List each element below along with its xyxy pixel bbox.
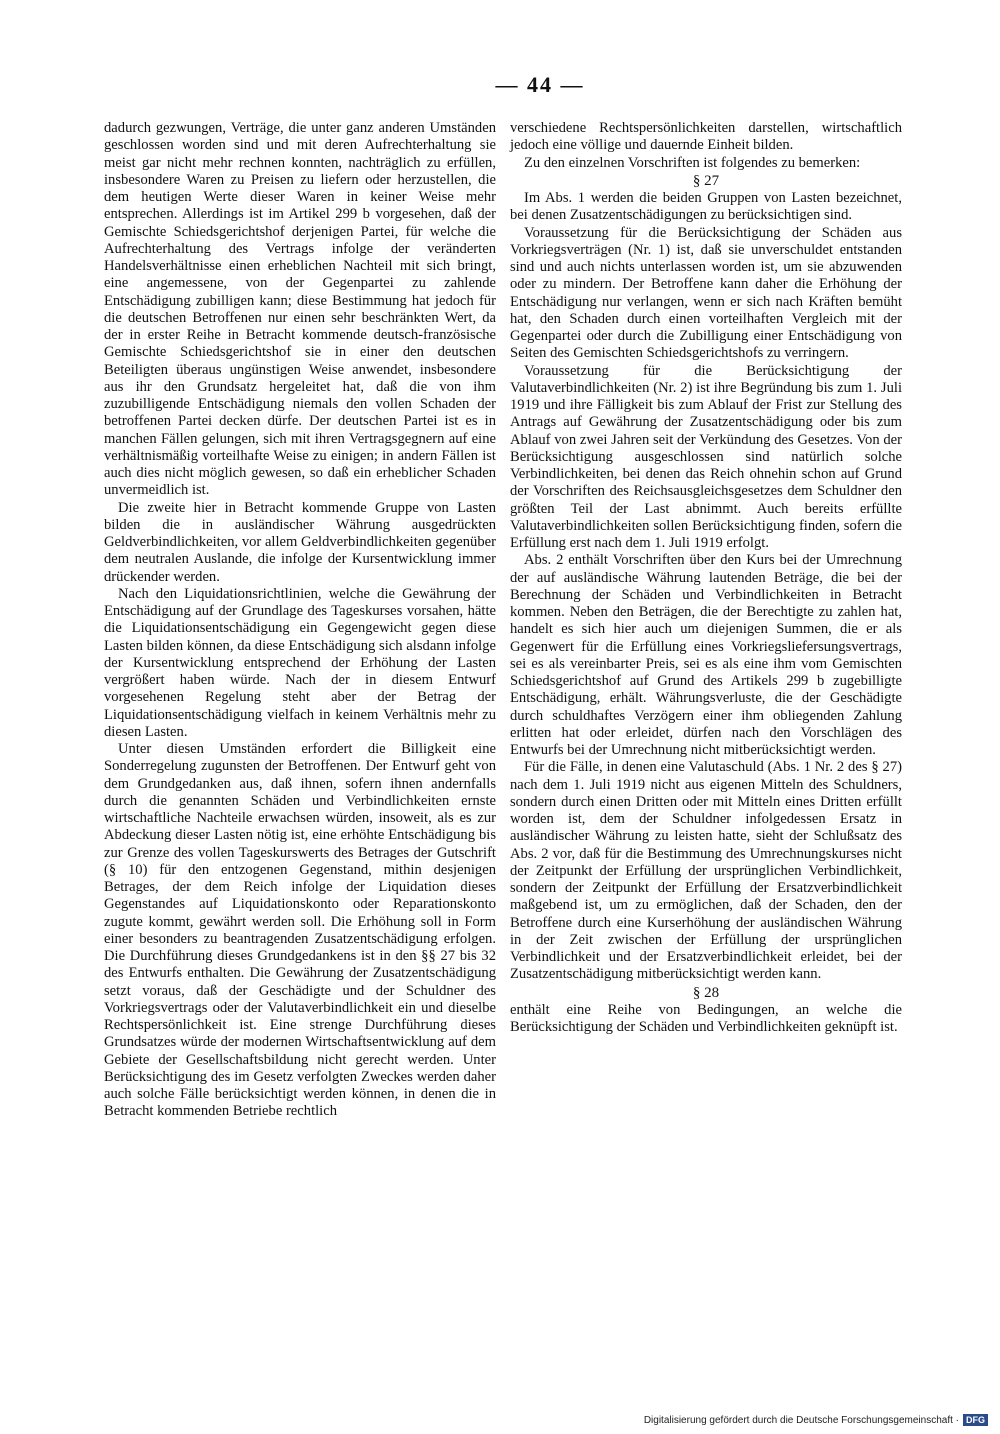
right-column [510, 120, 902, 1036]
left-column [104, 120, 496, 1121]
footer [644, 1414, 988, 1426]
paragraph: verschiedene Rechtspersönlichkeiten darstellen, wirtschaftlich jedoch eine völlige und dauernde Einheit bilden. [510, 120, 902, 154]
paragraph: Voraussetzung für die Berücksichtigung der Valutaverbindlichkeiten (Nr. 2) ist ihre Begründung bis zum 1. Juli 1919 und ihre Fälligkeit bis zum Ablauf der Frist zur Stellung des Antrags auf Gewährung der Zusatzentschädigung oder bis zum Ablauf von zwei Jahren seit der Verkündung des Gesetzes. Von der Berücksichtigung ausgeschlossen sind natürlich solche Verbindlichkeiten, bei denen das Reich ohnehin schon auf Grund der Vorschriften des Reichsausgleichsgesetzes dem Schuldner den größten Teil der Last abnimmt. Auch bereits erfüllte Valutaverbindlichkeiten sollen Berücksichtigung finden, sofern die Erfüllung erst nach dem 1. Juli 1919 erfolgt. [510, 362, 902, 551]
dfg-logo: DFG [963, 1414, 988, 1426]
paragraph: Für die Fälle, in denen eine Valutaschuld (Abs. 1 Nr. 2 des § 27) nach dem 1. Juli 1919 nicht aus eigenen Mitteln des Schuldners, sondern durch einen Dritten oder mit Mitteln eines Dritten erfüllt worden ist, dem der Schuldner infolgedessen Ersatz in ausländischer Währung zu leisten hatte, sieht der Schlußsatz des Abs. 2 vor, daß für die Bestimmung des Umrechnungskurses nicht der Zeitpunkt der Erfüllung der ursprünglichen Verbindlichkeit, sondern der Zeitpunkt der Erfüllung der Ersatzverbindlichkeit maßgebend ist, um zu ermöglichen, daß der Schaden, den der Betroffene durch eine Kurserhöhung der ausländischen Währung in der Zeit zwischen der Erfüllung der ursprünglichen Verbindlichkeit und der Ersatzverbindlichkeit erleidet, bei der Zusatzentschädigung mitberücksichtigt werden kann. [510, 759, 902, 983]
paragraph: dadurch gezwungen, Verträge, die unter ganz anderen Umständen geschlossen worden sind und mit deren Aufrechterhaltung sie meist gar nicht mehr rechnen konnten, nachträglich zu erfüllen, insbesondere Waren zu Preisen zu liefern oder herzustellen, die dem heutigen Werte dieser Waren in keiner Weise mehr entsprechen. Allerdings ist im Artikel 299 b vorgesehen, daß der Gemischte Schiedsgerichtshof derjenigen Partei, für welche die Aufrechterhaltung des Vertrags infolge der veränderten Handelsverhältnisse einen erheblichen Nachteil mit sich bringt, eine angemessene, von der Gegenpartei zu zahlende Entschädigung zubilligen kann; diese Bestimmung hat jedoch für die deutschen Betroffenen nur einen sehr beschränkten Wert, da der in erster Reihe in Betracht kommende deutsch-französische Gemischte Schiedsgerichtshof sie in einer den deutschen Beteiligten überaus ungünstigen Weise anwendet, insbesondere aus ihr den Grundsatz hergeleitet hat, daß die von ihm zuzubilligende Entschädigung niemals den vollen Schaden der betroffenen Partei decken dürfe. Der deutschen Partei ist es in manchen Fällen gelungen, sich mit ihren Vertragsgegnern auf eine verhältnismäßig vorteilhafte Weise zu einigen; in andern Fällen ist auch dies nicht möglich gewesen, so daß ein erheblicher Schaden unvermeidlich ist. [104, 120, 496, 499]
paragraph: enthält eine Reihe von Bedingungen, an welche die Berücksichtigung der Schäden und Verbindlichkeiten geknüpft ist. [510, 1001, 902, 1035]
section-heading-28: § 28 [692, 984, 720, 1001]
footer-text: Digitalisierung gefördert durch die Deutsche Forschungsgemeinschaft · [643, 1414, 959, 1426]
page-number: — 44 — [495, 72, 585, 97]
section-heading-27: § 27 [692, 172, 720, 189]
paragraph: Abs. 2 enthält Vorschriften über den Kurs bei der Umrechnung der auf ausländische Währung lautenden Beträge, die bei der Berechnung der Schäden und Verbindlichkeiten in Betracht kommen. Neben den Beträgen, die der Berechtigte zu zahlen hat, handelt es sich hier auch um diejenigen Summen, die er als Gegenwert für die Erfüllung eines Vorkriegsliefersungsvertrags, sei es als vereinbarter Preis, sei es als eine ihm vom Gemischten Schiedsgerichtshof auf Grund des Artikels 299 b zugebilligte Entschädigung, erhält. Währungsverluste, die der Geschädigte durch schuldhaftes Verzögern einer ihm obliegenden Zahlung erlitten hat oder erleidet, dürfen nach den Vorschlägen des Entwurfs bei der Umrechnung nicht mitberücksichtigt werden. [510, 552, 902, 758]
paragraph: Nach den Liquidationsrichtlinien, welche die Gewährung der Entschädigung auf der Grundlage des Tageskurses vorsahen, hätte die Liquidationsentschädigung ein Gegengewicht gegen diese Lasten bilden können, da diese Entschädigung sich alsdann infolge der Kursentwicklung entsprechend der Erhöhung der Lasten vergrößert haben würde. Nach der in diesem Entwurf vorgesehenen Regelung steht aber der Betrag der Liquidationsentschädigung vielfach in keinem Verhältnis mehr zu diesen Lasten. [104, 585, 496, 740]
paragraph: Voraussetzung für die Berücksichtigung der Schäden aus Vorkriegsverträgen (Nr. 1) ist, daß sie unverschuldet entstanden sind und auch nichts unterlassen worden ist, um sie abzuwenden oder zu mindern. Der Betroffene kann daher die Erhöhung der Entschädigung nur verlangen, wenn er sich nach Kräften bemüht hat, den Schaden durch einen vorteilhaften Vergleich mit der Gegenpartei oder durch die Zubilligung einer Entschädigung von Seiten des Gemischten Schiedsgerichtshofs zu verringern. [510, 224, 902, 362]
paragraph: Die zweite hier in Betracht kommende Gruppe von Lasten bilden die in ausländischer Währung ausgedrückten Geldverbindlichkeiten, vor allem Geldverbindlichkeiten gegenüber dem neutralen Auslande, die infolge der Kursentwicklung immer drückender werden. [104, 499, 496, 585]
paragraph: Zu den einzelnen Vorschriften ist folgendes zu bemerken: [524, 154, 861, 171]
paragraph: Im Abs. 1 werden die beiden Gruppen von Lasten bezeichnet, bei denen Zusatzentschädigungen zu berücksichtigen sind. [510, 190, 902, 224]
paragraph: Unter diesen Umständen erfordert die Billigkeit eine Sonderregelung zugunsten der Betroffenen. Der Entwurf geht von dem Grundgedanken aus, daß ihnen, sofern ihnen andernfalls durch die genannten Schäden und Verbindlichkeiten ernste wirtschaftliche Nachteile erwachsen würden, insoweit, als es zur Abdeckung dieser Lasten nötig ist, eine erhöhte Entschädigung bis zur Grenze des vollen Tageskurswerts des Betrages der Gutschrift (§ 10) für den entzogenen Gegenstand, mithin desjenigen Betrages, der dem Reich infolge der Liquidation dieses Gegenstandes auf Liquidationskonto oder Reparationskonto zugute kommt, gewährt werden soll. Die Erhöhung soll in Form einer besonders zu beantragenden Zusatzentschädigung erfolgen. Die Durchführung dieses Grundgedankens ist in den §§ 27 bis 32 des Entwurfs enthalten. Die Gewährung der Zusatzentschädigung setzt voraus, daß der Geschädigte und der Schuldner des Vorkriegsvertrags oder der Valutaverbindlichkeit ein und dieselbe Rechtspersönlichkeit ist. Eine strenge Durchführung dieses Grundsatzes würde der modernen Wirtschaftsentwicklung auf dem Gebiete der Gesellschaftsbildung nicht gerecht werden. Unter Berücksichtigung des im Gesetz verfolgten Zweckes werden daher auch solche Fälle berücksichtigt werden können, in denen die in Betracht kommenden Betriebe rechtlich [104, 741, 496, 1120]
